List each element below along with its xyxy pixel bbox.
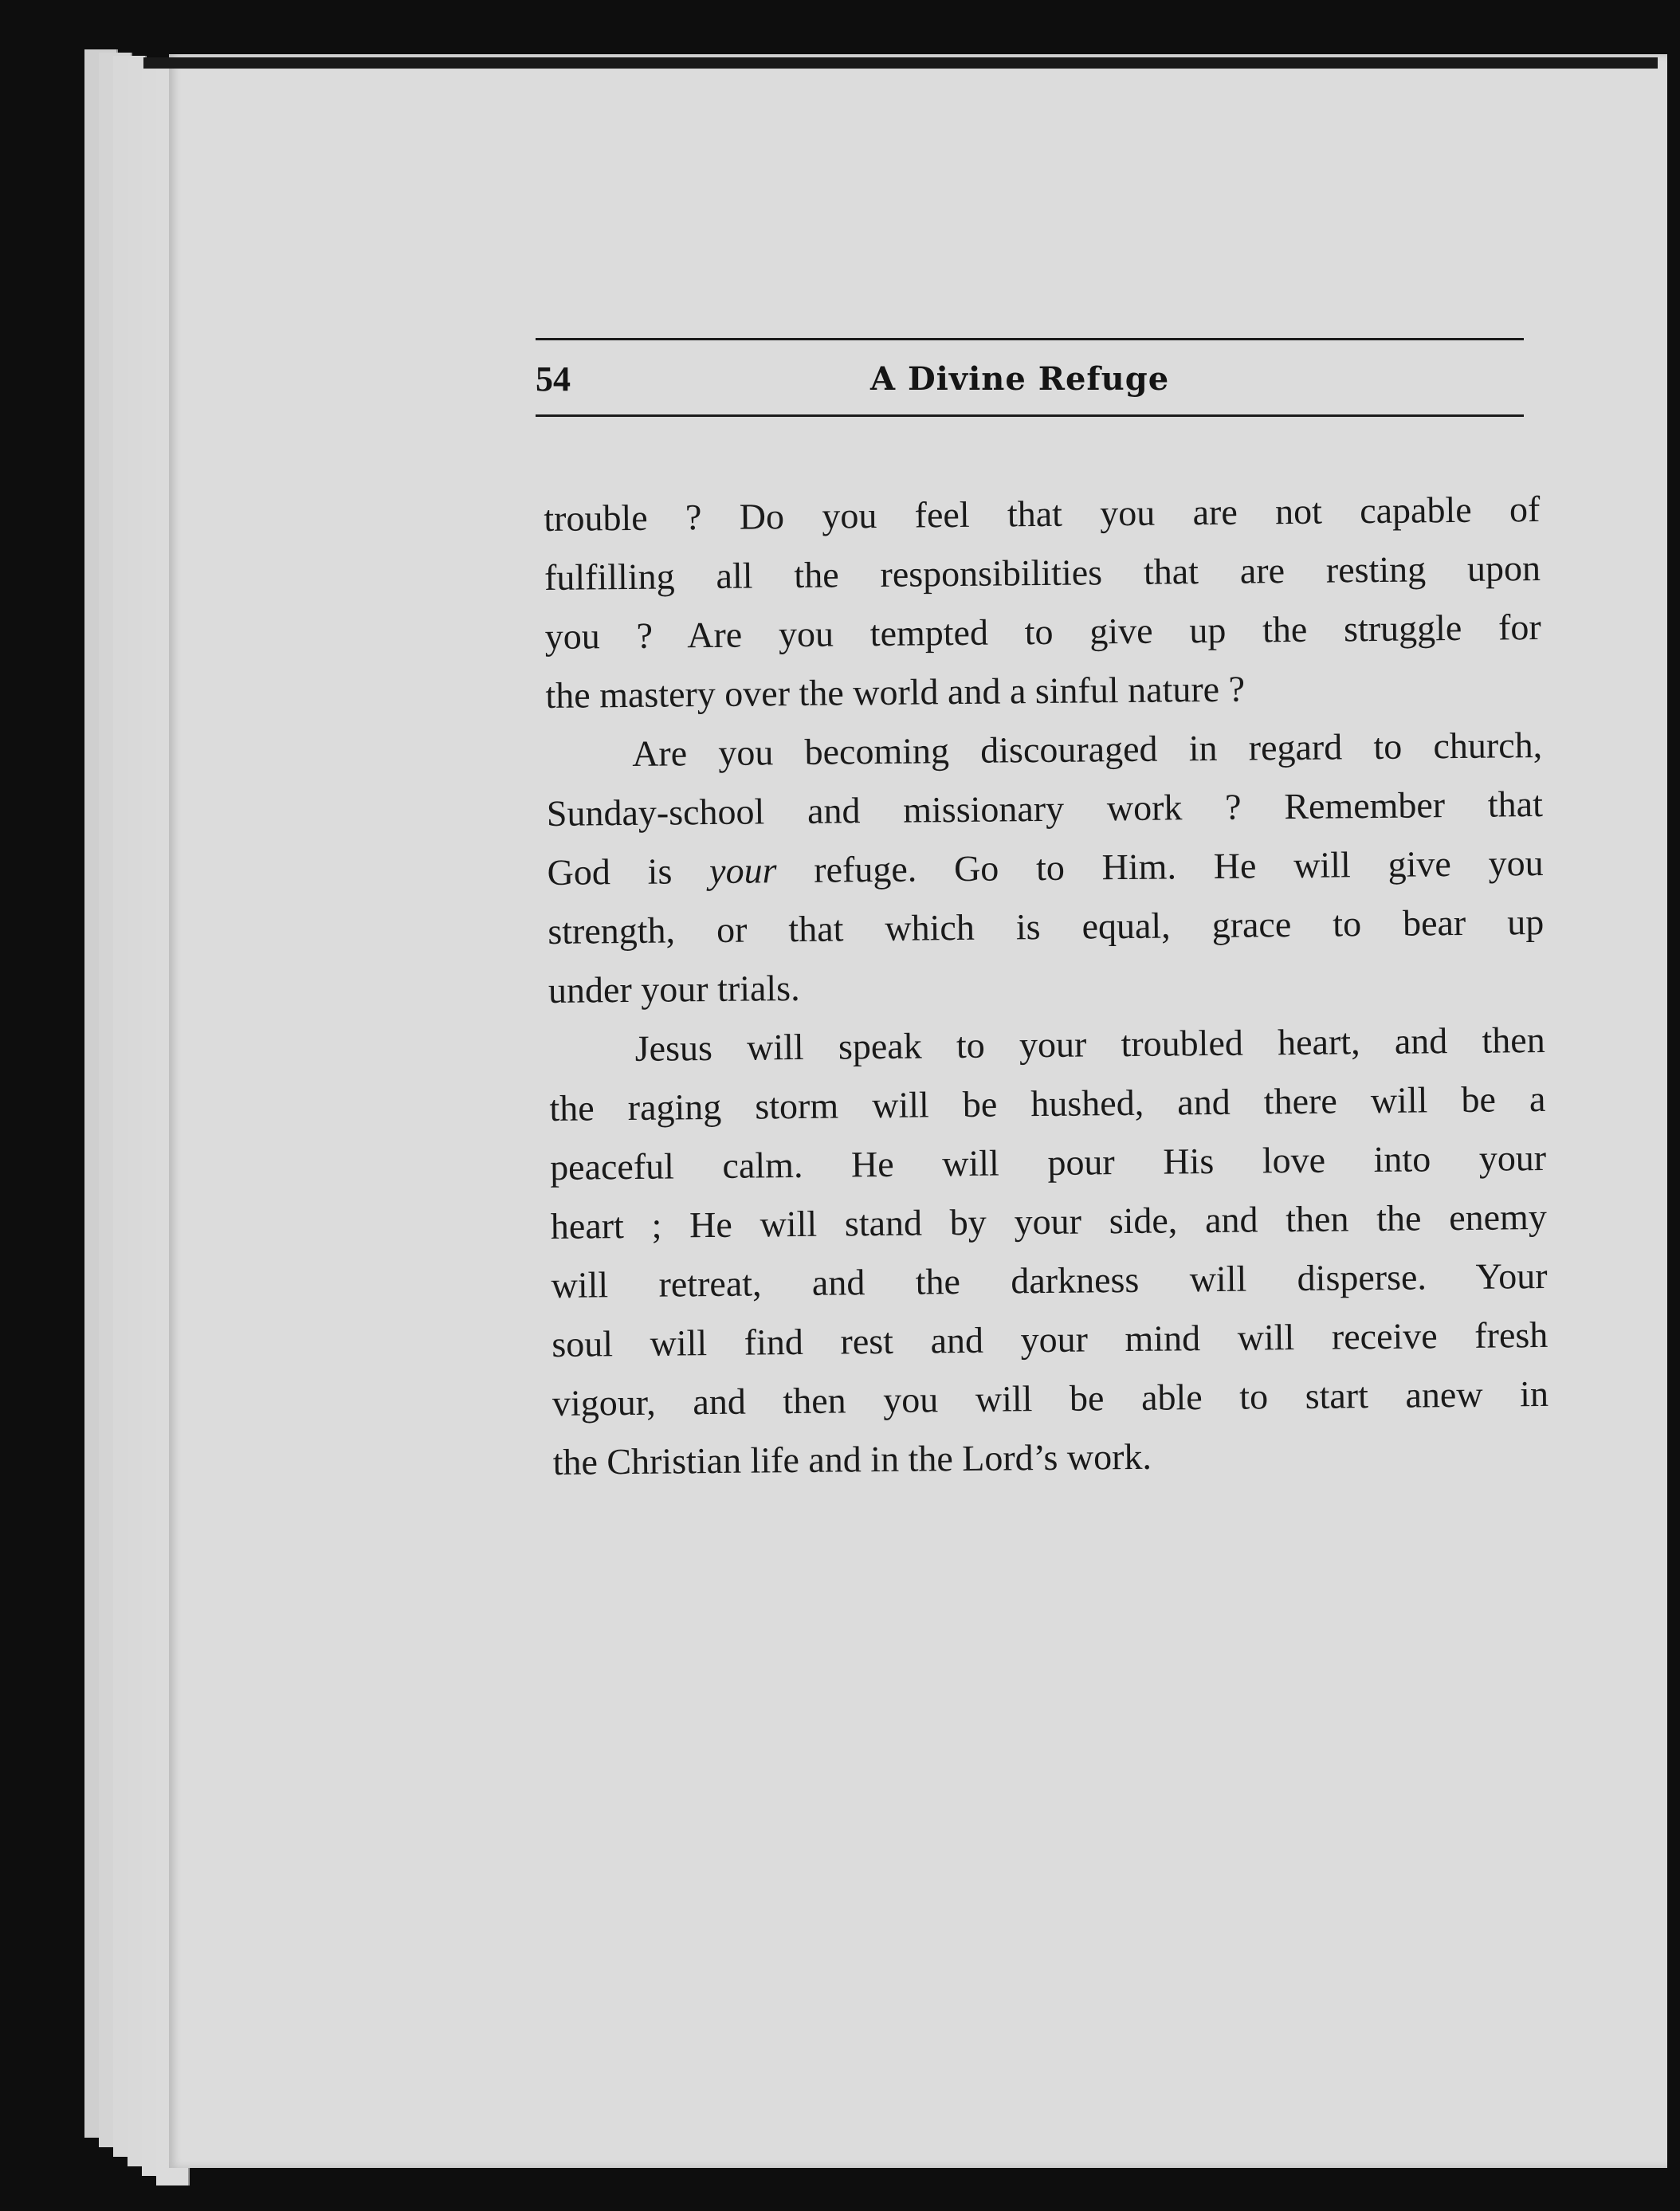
text-line: vigour, and then you will be able to start anew in <box>551 1373 1549 1424</box>
text-line: Are you becoming discouraged in regard to church, <box>631 724 1543 774</box>
paragraph-3 <box>548 1011 1549 1492</box>
header-rule-bottom <box>536 414 1524 417</box>
text-line: will retreat, and the darkness will disperse. Your <box>551 1255 1548 1306</box>
header-rule-top <box>536 338 1524 340</box>
text-line: you ? Are you tempted to give up the struggle for <box>544 606 1541 657</box>
text-line: the Christian life and in the Lord’s work. <box>552 1435 1152 1483</box>
text-line: under your trials. <box>548 967 800 1011</box>
text-line: the mastery over the world and a sinful nature ? <box>545 668 1246 716</box>
running-head <box>536 354 1524 405</box>
text-line: fulfilling all the responsibilities that are resting upon <box>544 547 1541 598</box>
text-line: Sunday-school and missionary work ? Remember that <box>546 783 1544 834</box>
text-run: refuge. Go to Him. He will give you <box>776 842 1544 891</box>
text-line: soul will find rest and your mind will receive fresh <box>551 1314 1549 1365</box>
body-text <box>544 480 1549 1492</box>
text-line: the raging storm will be hushed, and there will be a <box>549 1078 1546 1129</box>
emphasized-word: your <box>709 850 777 892</box>
text-line: peaceful calm. He will pour His love into your <box>549 1137 1547 1188</box>
text-line: Jesus will speak to your troubled heart, and then <box>634 1019 1545 1069</box>
text-line: trouble ? Do you feel that you are not capable of <box>544 489 1541 539</box>
text-line-with-emphasis <box>547 834 1544 902</box>
text-line: heart ; He will stand by your side, and then the enemy <box>550 1196 1548 1247</box>
text-run: God is <box>547 850 710 893</box>
page-number: 54 <box>536 359 571 399</box>
paragraph-1 <box>544 480 1542 725</box>
running-title: A Divine Refuge <box>870 360 1170 398</box>
paragraph-2 <box>546 716 1545 1020</box>
book-top-edge <box>143 57 1658 69</box>
text-line: strength, or that which is equal, grace to bear up <box>548 901 1545 952</box>
